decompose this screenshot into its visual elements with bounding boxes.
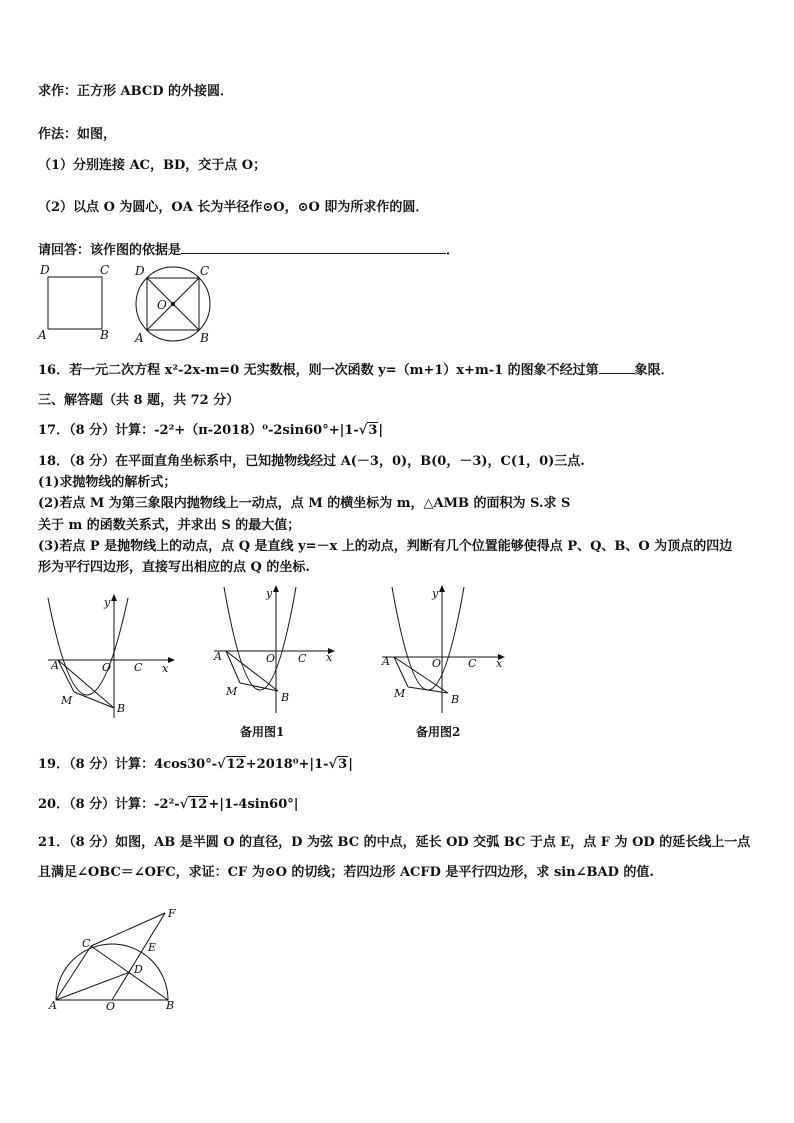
question-17: 17．（8 分）计算：-2²+（π-2018）⁰-2sin60°+|1-√3| — [38, 423, 384, 438]
question-18-line4: 关于 m 的函数关系式，并求出 S 的最大值； — [38, 518, 301, 533]
q19-part1: 19．（8 分）计算：4cos30°- — [38, 757, 218, 772]
point-A: A — [49, 999, 57, 1012]
caption-spare-1: 备用图1 — [240, 725, 285, 739]
label-C: C — [100, 263, 110, 277]
axis-x: x — [162, 662, 169, 675]
q20-radicand: 12 — [189, 797, 208, 812]
q17-radicand: 3 — [368, 423, 378, 438]
q19-radicand-1: 12 — [226, 757, 245, 772]
question-18-line6: 形为平行四边形，直接写出相应的点 Q 的坐标. — [38, 560, 310, 575]
label-O: O — [157, 298, 167, 312]
point-M: M — [226, 685, 238, 698]
method-heading: 作法：如图， — [38, 127, 117, 142]
question-18-line3: (2)若点 M 为第三象限内抛物线上一动点，点 M 的横坐标为 m，△AMB 的面积为 S.求 S — [38, 496, 571, 511]
label-D: D — [135, 264, 145, 278]
label-B: B — [100, 328, 109, 342]
point-B: B — [166, 999, 175, 1012]
parabola-graph-spare-1 — [210, 583, 345, 718]
point-M: M — [61, 694, 73, 707]
q20-part1: 20．（8 分）计算：-2²- — [38, 797, 180, 812]
caption-spare-2: 备用图2 — [416, 725, 461, 739]
point-F: F — [168, 907, 176, 920]
question-18-line2: (1)求抛物线的解析式； — [38, 475, 177, 490]
label-A: A — [38, 328, 47, 342]
axis-y: y — [432, 587, 439, 600]
ask-prefix: 请回答：该作图的依据是 — [38, 243, 182, 258]
ask-suffix: ． — [446, 243, 460, 258]
q19-part2: +2018⁰+|1- — [245, 757, 329, 772]
q16-prefix: 16．若一元二次方程 x²-2x-m=0 无实数根，则一次函数 y=（m+1）x+m-1 的图象不经过第 — [38, 363, 599, 378]
question-20: 20．（8 分）计算：-2²-√12+|1-4sin60°| — [38, 797, 299, 812]
question-21-line1: 21．（8 分）如图，AB 是半圆 O 的直径，D 为弦 BC 的中点，延长 OD 交弧 BC 于点 E，点 F 为 OD 的延长线上一点 — [38, 835, 751, 850]
point-A: A — [51, 659, 59, 672]
parabola-graph-spare-2 — [378, 583, 513, 718]
point-D: D — [134, 963, 143, 976]
point-C: C — [82, 937, 91, 950]
axis-x: x — [496, 657, 503, 670]
circumcircle-figure — [132, 262, 222, 346]
point-O: O — [266, 652, 276, 665]
axis-x: x — [326, 651, 333, 664]
point-A: A — [214, 650, 222, 663]
point-O: O — [106, 1000, 116, 1013]
point-M: M — [394, 687, 406, 700]
question-19: 19．（8 分）计算：4cos30°-√12+2018⁰+|1-√3| — [38, 757, 353, 772]
question-18-line5: (3)若点 P 是抛物线上的动点，点 Q 是直线 y=－x 上的动点，判断有几个位置能够使得点 P、Q、B、O 为顶点的四边 — [38, 539, 733, 554]
step-1: （1）分别连接 AC，BD，交于点 O； — [38, 158, 267, 173]
answer-blank — [181, 241, 446, 254]
axis-y: y — [266, 587, 273, 600]
q20-part2: +|1-4sin60°| — [208, 797, 299, 812]
label-B: B — [200, 331, 209, 345]
point-A: A — [382, 655, 390, 668]
axis-y: y — [104, 596, 111, 609]
square-figure — [36, 262, 116, 342]
point-C: C — [298, 652, 307, 665]
q17-end: | — [378, 423, 384, 438]
parabola-graph-main — [44, 592, 179, 720]
label-C: C — [200, 264, 210, 278]
question-21-line2: 且满足∠OBC＝∠OFC，求证：CF 为⊙O 的切线；若四边形 ACFD 是平行四边形，求 sin∠BAD 的值. — [38, 865, 654, 880]
point-B: B — [451, 693, 460, 706]
semicircle-figure — [44, 905, 194, 1015]
label-D: D — [40, 263, 50, 277]
point-O: O — [432, 657, 442, 670]
point-C: C — [468, 657, 477, 670]
construction-task: 求作：正方形 ABCD 的外接圆． — [38, 84, 233, 99]
step-2: （2）以点 O 为圆心，OA 长为半径作⊙O，⊙O 即为所求作的圆． — [38, 200, 429, 215]
point-E: E — [148, 941, 157, 954]
point-B: B — [117, 702, 126, 715]
question-16 — [38, 361, 674, 380]
q17-text: 17．（8 分）计算：-2²+（π-2018）⁰-2sin60°+|1- — [38, 423, 359, 438]
point-O: O — [102, 661, 112, 674]
section-heading: 三、解答题（共 8 题，共 72 分） — [38, 393, 240, 408]
label-A: A — [135, 331, 144, 345]
point-C: C — [134, 661, 143, 674]
q16-suffix: 象限． — [634, 363, 674, 378]
question-18-line1: 18．（8 分）在平面直角坐标系中，已知抛物线经过 A(－3，0)，B(0，－3)，C(1，0)三点. — [38, 454, 585, 469]
question-15-ask — [38, 241, 459, 260]
q16-blank — [599, 361, 635, 374]
q19-radicand-2: 3 — [338, 757, 348, 772]
q19-end: | — [348, 757, 353, 772]
point-B: B — [281, 691, 290, 704]
